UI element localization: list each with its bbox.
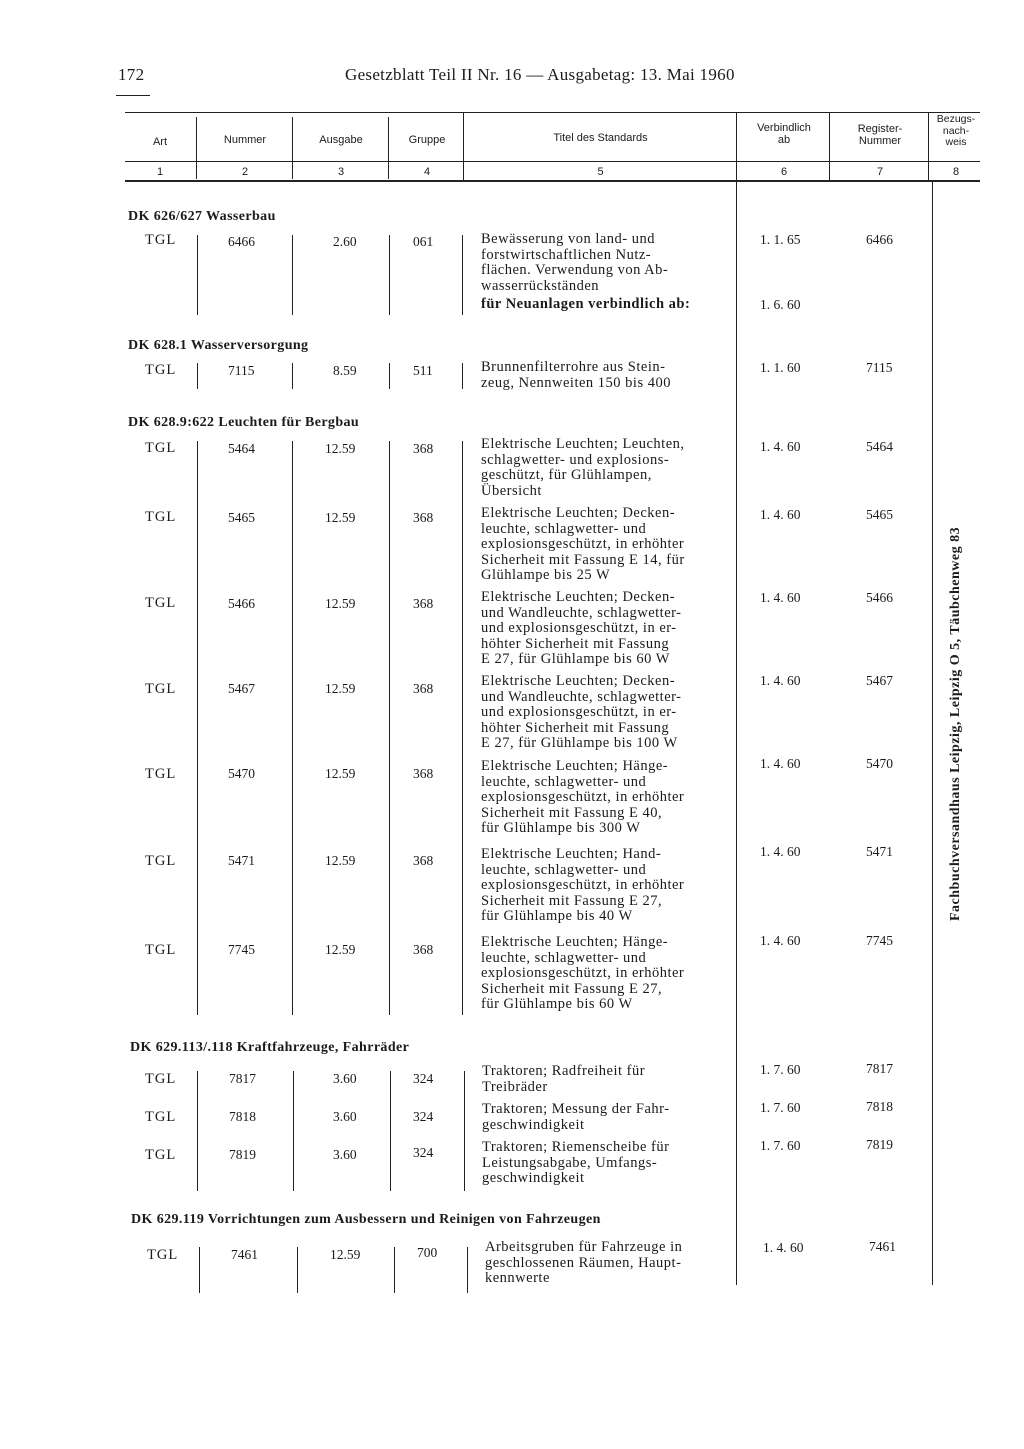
row-divider <box>462 235 463 315</box>
row-divider <box>292 441 293 1015</box>
row-divider <box>292 363 293 389</box>
row-title: Traktoren; Radfreiheit für Treibräder <box>482 1063 646 1095</box>
col-num-8: 8 <box>952 166 960 178</box>
row-divider <box>199 1247 200 1293</box>
row-nummer: 7819 <box>229 1147 256 1162</box>
row-verbindlich: 1. 4. 60 <box>763 1240 804 1255</box>
row-ausgabe: 12.59 <box>325 441 356 456</box>
header-rule <box>116 95 150 96</box>
side-note: Fachbuchversandhaus Leipzig, Leipzig O 5, Täubchenweg 83 <box>948 526 963 921</box>
row-register: 7115 <box>866 360 893 375</box>
row-register: 5466 <box>866 590 893 605</box>
row-verbindlich: 1. 4. 60 <box>760 439 801 454</box>
row-gruppe: 368 <box>413 510 434 525</box>
row-register: 5464 <box>866 439 893 454</box>
row-register: 7819 <box>866 1137 893 1152</box>
row-art: TGL <box>145 362 177 378</box>
row-register: 7817 <box>866 1061 893 1076</box>
row-title: Bewässerung von land- und forstwirtschaftlichen Nutz- flächen. Verwendung von Ab- wasserrückständen <box>481 231 669 294</box>
row-ausgabe: 12.59 <box>325 853 356 868</box>
row-register: 7818 <box>866 1099 893 1114</box>
row-ausgabe: 12.59 <box>330 1247 361 1262</box>
row-gruppe: 324 <box>413 1145 434 1160</box>
row-verbindlich: 1. 6. 60 <box>760 297 801 312</box>
row-art: TGL <box>145 1109 177 1125</box>
col-head-art: Art <box>152 136 168 148</box>
header-divider <box>928 112 929 180</box>
col-num-6: 6 <box>780 166 788 178</box>
row-verbindlich: 1. 4. 60 <box>760 933 801 948</box>
header-divider <box>829 112 830 180</box>
col-num-2: 2 <box>241 166 249 178</box>
column-rule <box>932 180 933 1285</box>
row-gruppe: 368 <box>413 596 434 611</box>
row-art: TGL <box>145 853 177 869</box>
col-head-register: Register- Nummer <box>857 123 903 147</box>
row-divider <box>390 1071 391 1191</box>
row-verbindlich: 1. 1. 60 <box>760 360 801 375</box>
row-gruppe: 324 <box>413 1109 434 1124</box>
header-divider <box>196 117 197 179</box>
header-divider <box>292 117 293 179</box>
col-num-5: 5 <box>597 166 604 178</box>
row-art: TGL <box>145 942 177 958</box>
section-heading: DK 628.9:622 Leuchten für Bergbau <box>128 415 360 430</box>
row-nummer: 7745 <box>228 942 255 957</box>
row-nummer: 5467 <box>228 681 255 696</box>
col-head-ausgabe: Ausgabe <box>319 134 363 146</box>
section-heading: DK 629.119 Vorrichtungen zum Ausbessern und Reinigen von Fahrzeugen <box>131 1212 601 1227</box>
row-divider <box>197 363 198 389</box>
row-divider <box>462 363 463 389</box>
row-ausgabe: 12.59 <box>325 596 356 611</box>
row-gruppe: 511 <box>413 363 433 378</box>
col-num-3: 3 <box>337 166 345 178</box>
header-divider <box>388 117 389 179</box>
row-divider <box>464 1071 465 1191</box>
table-top-rule <box>125 112 980 113</box>
col-num-7: 7 <box>876 166 884 178</box>
row-ausgabe: 12.59 <box>325 510 356 525</box>
row-art: TGL <box>147 1247 179 1263</box>
row-ausgabe: 12.59 <box>325 942 356 957</box>
row-nummer: 7115 <box>228 363 255 378</box>
row-art: TGL <box>145 509 177 525</box>
header-divider <box>463 112 464 180</box>
row-divider <box>462 441 463 1015</box>
row-gruppe: 368 <box>413 766 434 781</box>
row-divider <box>197 1071 198 1191</box>
row-divider <box>297 1247 298 1293</box>
row-register: 5471 <box>866 844 893 859</box>
row-art: TGL <box>145 1147 177 1163</box>
row-divider <box>197 235 198 315</box>
col-num-4: 4 <box>423 166 431 178</box>
col-num-1: 1 <box>156 166 164 178</box>
row-gruppe: 700 <box>417 1245 438 1260</box>
row-ausgabe: 3.60 <box>333 1071 357 1086</box>
row-art: TGL <box>145 440 177 456</box>
section-heading: DK 629.113/.118 Kraftfahrzeuge, Fahrräder <box>130 1040 410 1055</box>
row-nummer: 5471 <box>228 853 255 868</box>
row-title: Elektrische Leuchten; Hänge- leuchte, schlagwetter- und explosionsgeschützt, in erhöhter Sicherheit mit Fassung E 27, für Glühlampe bis 60 W <box>481 934 685 1013</box>
row-gruppe: 368 <box>413 942 434 957</box>
row-title: Elektrische Leuchten; Hand- leuchte, schlagwetter- und explosionsgeschützt, in erhöhter Sicherheit mit Fassung E 27, für Glühlampe bis 40 W <box>481 846 685 925</box>
table-header-rule <box>125 161 980 162</box>
row-nummer: 6466 <box>228 234 255 249</box>
col-head-titel: Titel des Standards <box>553 132 648 144</box>
row-divider <box>389 235 390 315</box>
row-gruppe: 324 <box>413 1071 434 1086</box>
row-verbindlich: 1. 4. 60 <box>760 756 801 771</box>
row-title: Traktoren; Riemenscheibe für Leistungsabgabe, Umfangs- geschwindigkeit <box>482 1139 670 1187</box>
col-head-nummer: Nummer <box>223 134 267 146</box>
row-nummer: 5464 <box>228 441 255 456</box>
row-title: Elektrische Leuchten; Decken- und Wandleuchte, schlagwetter- und explosionsgeschützt, in er- höhter Sicherheit mit Fassung E 27, für Glühlampe bis 100 W <box>481 673 682 752</box>
row-ausgabe: 12.59 <box>325 681 356 696</box>
row-title: Arbeitsgruben für Fahrzeuge in geschlossenen Räumen, Haupt- kennwerte <box>485 1239 683 1287</box>
row-title: Elektrische Leuchten; Hänge- leuchte, schlagwetter- und explosionsgeschützt, in erhöhter Sicherheit mit Fassung E 40, für Glühlampe bis 300 W <box>481 758 685 837</box>
row-art: TGL <box>145 232 177 248</box>
row-ausgabe: 2.60 <box>333 234 357 249</box>
section-heading: DK 626/627 Wasserbau <box>128 209 276 224</box>
row-art: TGL <box>145 766 177 782</box>
row-art: TGL <box>145 595 177 611</box>
row-title: Elektrische Leuchten; Decken- leuchte, schlagwetter- und explosionsgeschützt, in erhöhter Sicherheit mit Fassung E 14, für Glühlampe bis 25 W <box>481 505 685 584</box>
row-divider <box>292 235 293 315</box>
table-number-rule <box>125 180 980 182</box>
page-number: 172 <box>118 65 145 84</box>
row-gruppe: 368 <box>413 441 434 456</box>
row-title: Elektrische Leuchten; Leuchten, schlagwetter- und explosions- geschützt, für Glühlampen, Übersicht <box>481 436 685 499</box>
col-head-verbindlich: Verbindlich ab <box>757 122 811 146</box>
row-verbindlich: 1. 4. 60 <box>760 590 801 605</box>
row-register: 5467 <box>866 673 893 688</box>
row-register: 6466 <box>866 232 893 247</box>
row-nummer: 5465 <box>228 510 255 525</box>
row-divider <box>394 1247 395 1293</box>
row-ausgabe: 3.60 <box>333 1109 357 1124</box>
row-divider <box>467 1247 468 1293</box>
row-divider <box>293 1071 294 1191</box>
row-verbindlich: 1. 7. 60 <box>760 1100 801 1115</box>
row-verbindlich: 1. 4. 60 <box>760 844 801 859</box>
row-gruppe: 368 <box>413 853 434 868</box>
row-register: 5470 <box>866 756 893 771</box>
row-art: TGL <box>145 681 177 697</box>
row-title-note: für Neuanlagen verbindlich ab: <box>481 296 691 312</box>
page-title: Gesetzblatt Teil II Nr. 16 — Ausgabetag: 13. Mai 1960 <box>345 65 735 84</box>
row-verbindlich: 1. 7. 60 <box>760 1062 801 1077</box>
row-art: TGL <box>145 1071 177 1087</box>
row-register: 5465 <box>866 507 893 522</box>
row-nummer: 7818 <box>229 1109 256 1124</box>
row-title: Traktoren; Messung der Fahr- geschwindigkeit <box>482 1101 670 1133</box>
row-divider <box>389 363 390 389</box>
col-head-bezug: Bezugs- nach- weis <box>936 113 976 148</box>
header-divider <box>736 112 737 180</box>
row-nummer: 7817 <box>229 1071 256 1086</box>
row-divider <box>389 441 390 1015</box>
row-ausgabe: 3.60 <box>333 1147 357 1162</box>
row-title: Elektrische Leuchten; Decken- und Wandleuchte, schlagwetter- und explosionsgeschützt, in er- höhter Sicherheit mit Fassung E 27, für Glühlampe bis 60 W <box>481 589 682 668</box>
row-register: 7461 <box>869 1239 896 1254</box>
row-verbindlich: 1. 4. 60 <box>760 507 801 522</box>
col-head-gruppe: Gruppe <box>408 134 446 146</box>
row-nummer: 7461 <box>231 1247 258 1262</box>
row-register: 7745 <box>866 933 893 948</box>
row-verbindlich: 1. 4. 60 <box>760 673 801 688</box>
row-ausgabe: 8.59 <box>333 363 357 378</box>
row-verbindlich: 1. 7. 60 <box>760 1138 801 1153</box>
row-title: Brunnenfilterrohre aus Stein- zeug, Nennweiten 150 bis 400 <box>481 359 671 391</box>
row-nummer: 5466 <box>228 596 255 611</box>
row-divider <box>197 441 198 1015</box>
row-gruppe: 368 <box>413 681 434 696</box>
row-gruppe: 061 <box>413 234 434 249</box>
section-heading: DK 628.1 Wasserversorgung <box>128 338 309 353</box>
row-verbindlich: 1. 1. 65 <box>760 232 801 247</box>
row-ausgabe: 12.59 <box>325 766 356 781</box>
row-nummer: 5470 <box>228 766 255 781</box>
